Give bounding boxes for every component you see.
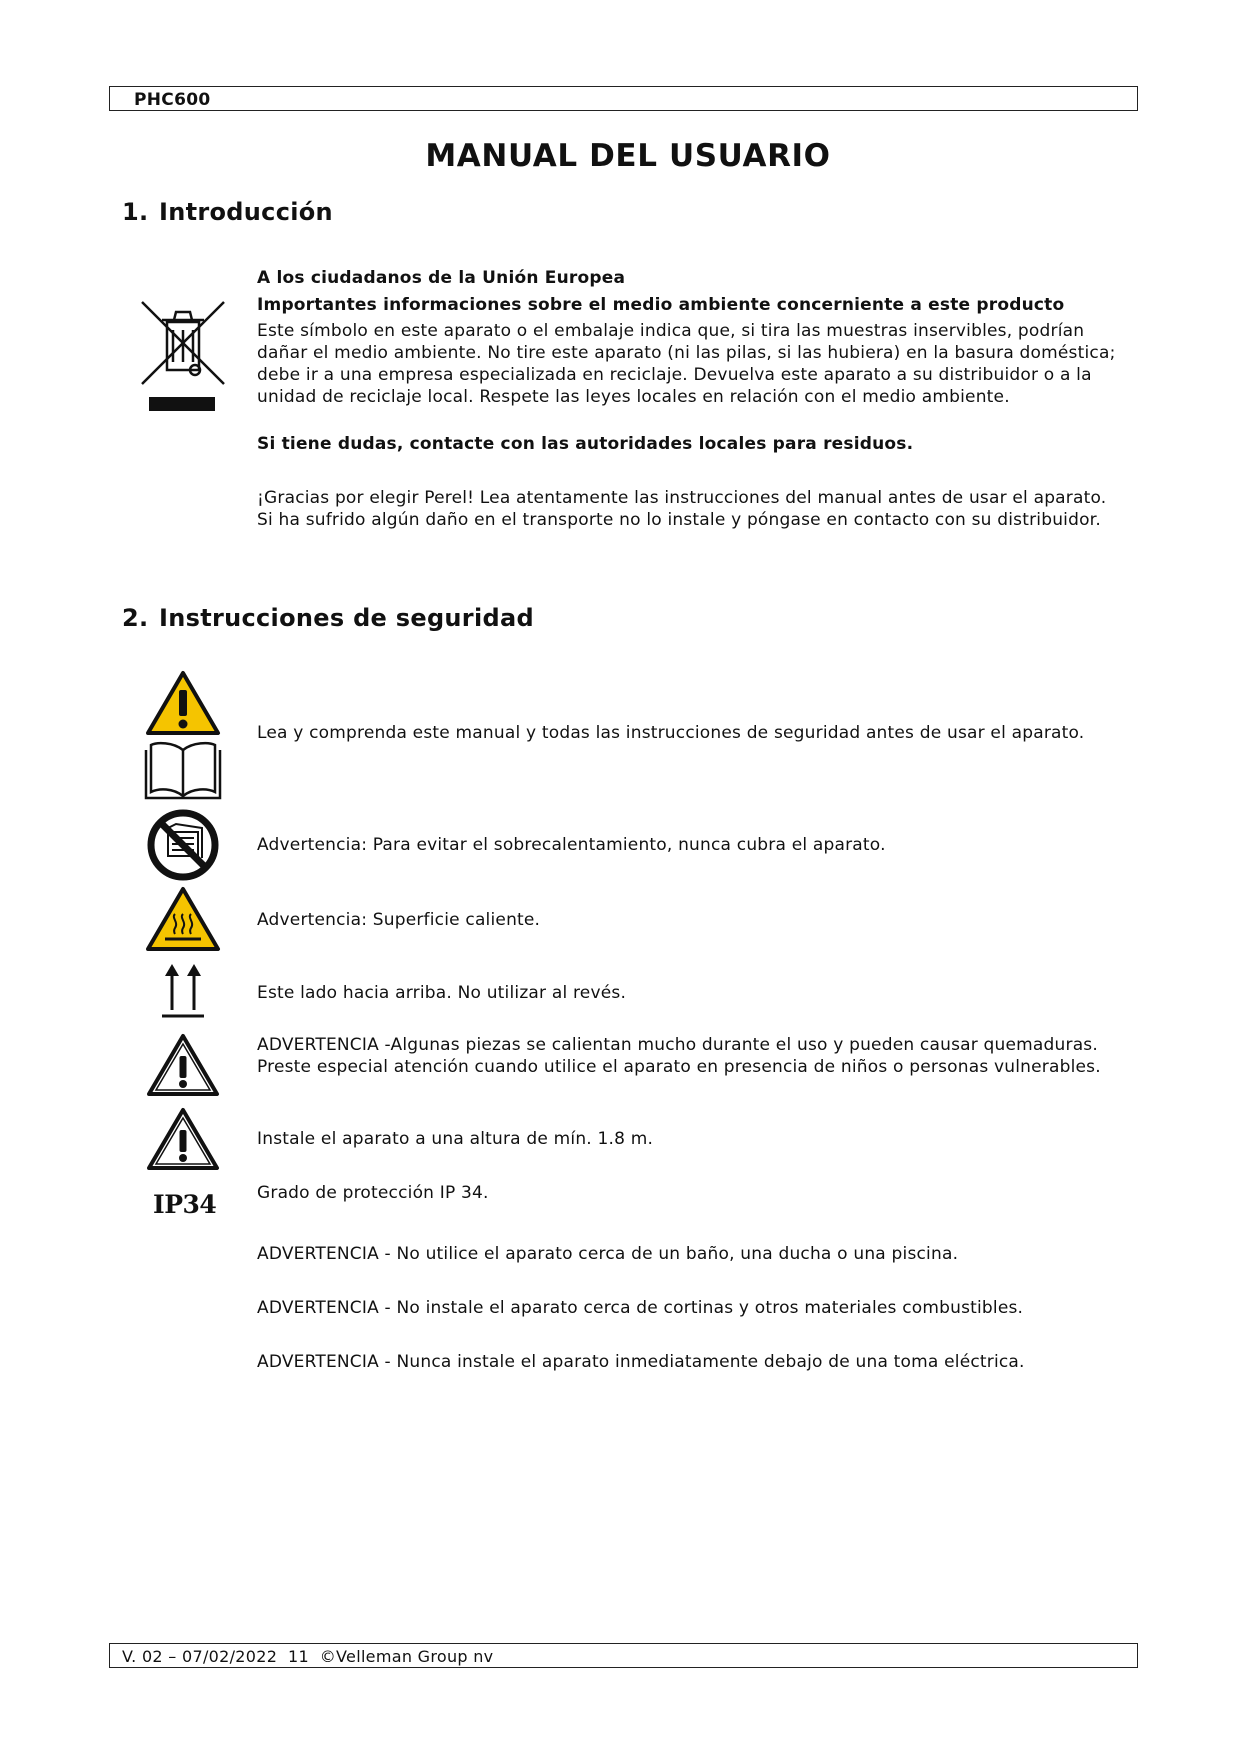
page-header — [109, 86, 1138, 111]
do-not-cover-icon — [146, 808, 220, 882]
section-number: 1. — [122, 198, 149, 226]
intro-heading-environment: Importantes informaciones sobre el medio ambiente concerniente a este producto — [257, 295, 1065, 315]
read-manual-book-icon — [143, 740, 223, 800]
safety-item-burns: ADVERTENCIA -Algunas piezas se calientan mucho durante el uso y pueden causar quemaduras. Preste especial atención cuando utilice el aparato en presencia de niños o personas vulnerables. — [257, 1035, 1101, 1077]
warning-triangle-icon — [146, 1032, 220, 1098]
section-number: 2. — [122, 604, 149, 632]
safety-item-socket: ADVERTENCIA - Nunca instale el aparato inmediatamente debajo de una toma eléctrica. — [257, 1352, 1025, 1372]
safety-item-bathroom: ADVERTENCIA - No utilice el aparato cerca de un baño, una ducha o una piscina. — [257, 1244, 959, 1264]
page-footer — [109, 1643, 1138, 1668]
safety-item-height: Instale el aparato a una altura de mín. 1.8 m. — [257, 1129, 654, 1149]
section-title: Introducción — [159, 198, 333, 226]
page-title: MANUAL DEL USUARIO — [425, 138, 831, 174]
safety-item-ip-rating: Grado de protección IP 34. — [257, 1183, 489, 1203]
safety-item-no-cover: Advertencia: Para evitar el sobrecalentamiento, nunca cubra el aparato. — [257, 835, 886, 855]
section-title: Instrucciones de seguridad — [159, 604, 534, 632]
safety-item-read-manual: Lea y comprenda este manual y todas las instrucciones de seguridad antes de usar el aparato. — [257, 723, 1085, 743]
safety-item-side-up: Este lado hacia arriba. No utilizar al revés. — [257, 983, 627, 1003]
footer-page-number: 11 — [288, 1647, 309, 1666]
ip34-label: IP34 — [153, 1190, 217, 1219]
intro-body: Este símbolo en este aparato o el embalaje indica que, si tira las muestras inservibles, podrían dañar el medio ambiente. No tire este aparato (ni las pilas, si las hubiera) en la basura doméstica; debe ir a una empresa especializada en reciclaje. Devuelva este aparato a su distribuidor o a la unidad de reciclaje local. Respete las leyes locales en relación con el medio ambiente. — [257, 321, 1116, 407]
intro-bold-note: Si tiene dudas, contacte con las autoridades locales para residuos. — [257, 434, 914, 454]
warning-triangle-icon — [145, 670, 221, 736]
warning-triangle-icon — [146, 1106, 220, 1172]
intro-thanks: ¡Gracias por elegir Perel! Lea atentamente las instrucciones del manual antes de usar el aparato. Si ha sufrido algún daño en el transporte no lo instale y póngase en contacto con su distribuidor. — [257, 488, 1107, 530]
safety-item-hot-surface: Advertencia: Superficie caliente. — [257, 910, 541, 930]
section-heading-introduction — [122, 198, 333, 226]
hot-surface-icon — [145, 886, 221, 952]
footer-copyright: ©Velleman Group nv — [319, 1647, 494, 1666]
weee-bin-icon — [140, 300, 228, 420]
safety-item-curtains: ADVERTENCIA - No instale el aparato cerca de cortinas y otros materiales combustibles. — [257, 1298, 1024, 1318]
product-code: PHC600 — [134, 90, 211, 110]
this-side-up-icon — [160, 962, 206, 1020]
intro-heading-eu: A los ciudadanos de la Unión Europea — [257, 268, 626, 288]
footer-text — [122, 1647, 493, 1666]
section-heading-safety — [122, 604, 534, 632]
footer-version: V. 02 – 07/02/2022 — [122, 1647, 278, 1666]
